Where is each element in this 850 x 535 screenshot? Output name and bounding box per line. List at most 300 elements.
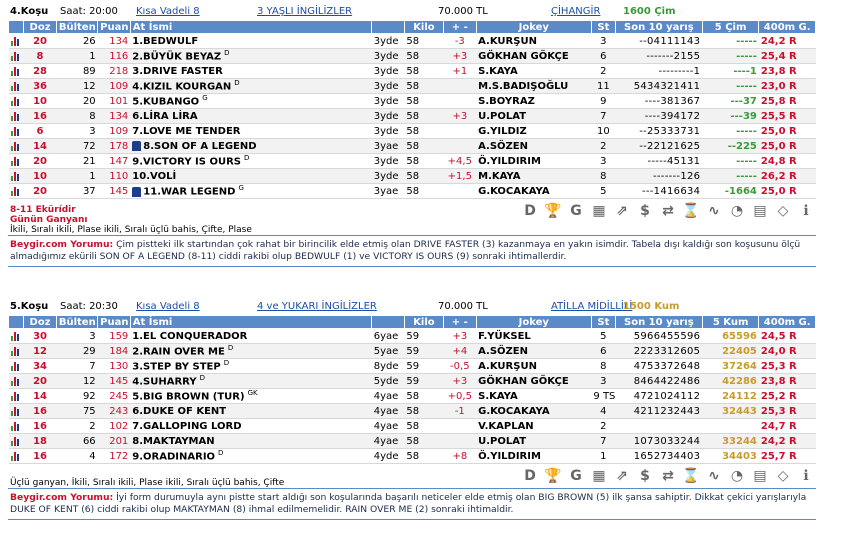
comment-label: Beygir.com Yorumu: — [10, 239, 114, 250]
equipment-code: G — [238, 184, 244, 193]
jockey-name[interactable]: U.POLAT — [476, 434, 591, 449]
last-400m-value: 26,2 R — [759, 169, 816, 184]
horse-name[interactable]: 2.BÜYÜK BEYAZ — [132, 51, 222, 63]
start-value: 10 — [591, 124, 615, 139]
handicap-value: +3 — [444, 374, 477, 389]
horse-name-cell[interactable] — [130, 434, 371, 449]
table-row[interactable] — [9, 34, 816, 49]
horse-name-cell[interactable] — [130, 359, 371, 374]
table-row[interactable] — [9, 109, 816, 124]
horse-name-cell[interactable] — [130, 109, 371, 124]
bulten-value: 3 — [56, 124, 97, 139]
dollar-icon[interactable]: $ — [640, 468, 650, 484]
start-value: 7 — [591, 434, 615, 449]
horse-name[interactable]: 1.EL CONQUERADOR — [132, 330, 248, 342]
last-400m-value: 24,2 R — [759, 434, 816, 449]
d-icon[interactable]: D — [524, 468, 536, 484]
last-5-value: ----- — [702, 34, 759, 49]
stats-cell[interactable] — [9, 434, 24, 449]
trend-icon[interactable]: ⇗ — [616, 203, 628, 219]
race-table — [8, 20, 816, 199]
horse-name[interactable]: 4.KIZIL KOURGAN — [132, 81, 232, 93]
puan-value: 109 — [98, 124, 131, 139]
equipment-code: D — [199, 374, 205, 383]
bulten-value: 1 — [56, 169, 97, 184]
table-row[interactable] — [9, 449, 816, 464]
age-value: 4yae — [372, 419, 405, 434]
last-10-value: ----394172 — [615, 109, 702, 124]
bulten-value: 1 — [56, 49, 97, 64]
race-notes — [10, 205, 252, 235]
jockey-name[interactable]: G.KOCAKAYA — [476, 184, 591, 199]
doz-value: 20 — [24, 374, 57, 389]
stats-cell[interactable] — [9, 344, 24, 359]
handicap-value — [444, 139, 477, 154]
jockey-name[interactable]: S.KAYA — [476, 64, 591, 79]
bulten-value: 12 — [56, 374, 97, 389]
stats-cell[interactable] — [9, 34, 24, 49]
horse-name-cell[interactable] — [130, 184, 371, 199]
last-5-value: ----- — [702, 169, 759, 184]
kilo-value: 58 — [404, 64, 443, 79]
last-400m-value: 24,7 R — [759, 419, 816, 434]
column-header: Puan — [98, 316, 131, 329]
column-header: Kilo — [404, 21, 443, 34]
hourglass-icon[interactable]: ⌛ — [682, 203, 700, 219]
table-row[interactable] — [9, 374, 816, 389]
equipment-code: D — [218, 449, 224, 458]
bet-types: İkili, Sıralı ikili, Plase ikili, Sıralı üçlü bahis, Çifte, Plase — [10, 225, 252, 235]
handicap-value — [444, 124, 477, 139]
handicap-value — [444, 434, 477, 449]
comment-text: İyi form durumuyla aynı pistte start aldığı son koşularında başarılı neticeler elde etmiş olan BIG BROWN (5) ilk şansa sahiptir. Dikkat çekici yarışlarıyla DUKE OF KENT (6) ciddi rakibi olup MAKTAYMAN (8) ihmal edilmemelidir. RAIN OVER ME (2) sonraki ihtimaldir. — [10, 492, 807, 515]
stats-cell[interactable] — [9, 449, 24, 464]
start-value: 8 — [591, 169, 615, 184]
horse-name-cell[interactable] — [130, 64, 371, 79]
horse-name-cell[interactable] — [130, 94, 371, 109]
horse-name-cell[interactable] — [130, 124, 371, 139]
table-row[interactable] — [9, 389, 816, 404]
table-row[interactable] — [9, 154, 816, 169]
horse-name-cell[interactable] — [130, 34, 371, 49]
column-header: At İsmi — [130, 21, 371, 34]
race-bet_type[interactable]: Kısa Vadeli 8 — [136, 6, 200, 17]
jockey-silk-icon — [132, 141, 141, 151]
bar-chart-icon — [11, 391, 21, 401]
horse-name[interactable]: 1.BEDWULF — [132, 35, 199, 47]
table-row[interactable] — [9, 124, 816, 139]
column-header: Son 10 yarış — [615, 316, 702, 329]
last-10-value: 4753372648 — [615, 359, 702, 374]
jockey-name[interactable]: U.POLAT — [476, 109, 591, 124]
table-row[interactable] — [9, 79, 816, 94]
age-value: 3yde — [372, 124, 405, 139]
last-400m-value: 25,0 R — [759, 139, 816, 154]
jockey-name[interactable]: F.YÜKSEL — [476, 329, 591, 344]
kilo-value: 58 — [404, 154, 443, 169]
column-header: St — [591, 316, 615, 329]
horse-name-cell[interactable] — [130, 419, 371, 434]
kilo-value: 58 — [404, 139, 443, 154]
stats-cell[interactable] — [9, 419, 24, 434]
doz-value: 10 — [24, 94, 57, 109]
kilo-value: 59 — [404, 329, 443, 344]
last-400m-value: 25,5 R — [759, 109, 816, 124]
g-icon[interactable]: G — [570, 468, 582, 484]
g-icon[interactable]: G — [570, 203, 582, 219]
stats-cell[interactable] — [9, 124, 24, 139]
puan-value: 178 — [98, 139, 131, 154]
trend-icon[interactable]: ⇗ — [616, 468, 628, 484]
doz-value: 16 — [24, 419, 57, 434]
doz-value: 30 — [24, 329, 57, 344]
horse-name[interactable]: 6.DUKE OF KENT — [132, 405, 227, 417]
race-category[interactable]: 4 ve YUKARI İNGİLİZLER — [257, 301, 377, 312]
bar-chart-icon — [11, 141, 21, 151]
last-5-value: 65596 — [702, 329, 759, 344]
race-track[interactable]: ÇİHANGİR — [551, 6, 601, 17]
doz-value: 36 — [24, 79, 57, 94]
bulten-value: 8 — [56, 109, 97, 124]
table-row[interactable] — [9, 94, 816, 109]
horse-name[interactable]: 8.MAKTAYMAN — [132, 435, 215, 447]
last-5-value: 24112 — [702, 389, 759, 404]
grid-icon[interactable]: ▤ — [753, 468, 767, 484]
last-10-value — [615, 419, 702, 434]
last-400m-value: 25,2 R — [759, 389, 816, 404]
equipment-code: D — [223, 359, 230, 368]
last-10-value: 4721024112 — [615, 389, 702, 404]
stats-cell[interactable] — [9, 404, 24, 419]
last-10-value: --25333731 — [615, 124, 702, 139]
jockey-name[interactable]: A.SÖZEN — [476, 344, 591, 359]
puan-value: 134 — [98, 109, 131, 124]
handicap-value — [444, 79, 477, 94]
equipment-code: D — [227, 344, 234, 353]
jockey-name[interactable]: V.KAPLAN — [476, 419, 591, 434]
last-400m-value: 25,7 R — [759, 449, 816, 464]
horse-name[interactable]: 3.STEP BY STEP — [132, 361, 221, 373]
doz-value: 8 — [24, 49, 57, 64]
comment-text: Çim pistteki ilk startından çok rahat bir birincilik elde etmiş olan DRIVE FASTER (3) kazanmaya en yakın isimdir. Tabela dışı kaldığı son koşusunu ölçü almadığımız ekürili SON OF A LEGEND (8-11) ciddi rakibi olup BEDWULF (1) ve VICTORY IS OURS (9) sonraki ihtimallerdir. — [10, 239, 801, 262]
table-row[interactable] — [9, 169, 816, 184]
stats-cell[interactable] — [9, 139, 24, 154]
table-row[interactable] — [9, 344, 816, 359]
last-10-value: 1073033244 — [615, 434, 702, 449]
chart-icon[interactable]: ∿ — [708, 468, 720, 484]
bar-chart-icon — [11, 331, 21, 341]
stats-cell[interactable] — [9, 389, 24, 404]
table-row[interactable] — [9, 404, 816, 419]
doz-value: 16 — [24, 449, 57, 464]
race-4 — [8, 4, 816, 267]
last-400m-value: 25,4 R — [759, 49, 816, 64]
info-icon[interactable]: ℹ — [803, 203, 809, 219]
daily-ganyan-note: Günün Ganyanı — [10, 215, 88, 225]
doz-value: 18 — [24, 434, 57, 449]
handicap-value: -0,5 — [444, 359, 477, 374]
column-header — [372, 316, 405, 329]
jockey-name[interactable]: A.KURŞUN — [476, 359, 591, 374]
age-value: 4yde — [372, 449, 405, 464]
last-10-value: ----381367 — [615, 94, 702, 109]
stats-cell[interactable] — [9, 329, 24, 344]
table-row[interactable] — [9, 184, 816, 199]
doz-value: 14 — [24, 389, 57, 404]
kilo-value: 58 — [404, 389, 443, 404]
horse-name[interactable]: 7.LOVE ME TENDER — [132, 125, 241, 137]
horse-name-cell[interactable] — [130, 79, 371, 94]
horse-name[interactable]: 9.VICTORY IS OURS — [132, 156, 241, 168]
horse-name[interactable]: 5.KUBANGO — [132, 96, 200, 108]
stats-cell[interactable] — [9, 49, 24, 64]
race-time: Saat: 20:00 — [60, 6, 118, 17]
puan-value: 145 — [98, 184, 131, 199]
horse-name[interactable]: 10.VOLİ — [132, 170, 177, 182]
handicap-value: +1 — [444, 64, 477, 79]
horse-icon[interactable]: ◇ — [777, 468, 789, 484]
start-value: 5 — [591, 329, 615, 344]
column-header: Son 10 yarış — [615, 21, 702, 34]
last-400m-value: 24,0 R — [759, 344, 816, 359]
stats-cell[interactable] — [9, 79, 24, 94]
race-5 — [8, 299, 816, 520]
stats-cell[interactable] — [9, 154, 24, 169]
table-row[interactable] — [9, 64, 816, 79]
column-header: Doz — [24, 21, 57, 34]
race-header — [8, 4, 816, 20]
bulten-value: 29 — [56, 344, 97, 359]
last-10-value: --22121625 — [615, 139, 702, 154]
exchange-icon[interactable]: ⇄ — [662, 468, 674, 484]
last-10-value: -----45131 — [615, 154, 702, 169]
age-value: 6yae — [372, 329, 405, 344]
race-distance: 1600 Çim — [623, 6, 676, 17]
jockey-name[interactable]: A.KURŞUN — [476, 34, 591, 49]
handicap-value: +3 — [444, 329, 477, 344]
jockey-name[interactable]: S.BOYRAZ — [476, 94, 591, 109]
horse-name[interactable]: 6.LİRA LİRA — [132, 110, 198, 122]
kilo-value: 59 — [404, 359, 443, 374]
last-400m-value: 24,5 R — [759, 329, 816, 344]
horse-name-cell[interactable] — [130, 449, 371, 464]
horse-name[interactable]: 5.BIG BROWN (TUR) — [132, 391, 245, 403]
age-value: 3yde — [372, 94, 405, 109]
bar-chart-icon — [11, 96, 21, 106]
kilo-value: 58 — [404, 169, 443, 184]
stats-cell[interactable] — [9, 374, 24, 389]
start-value: 7 — [591, 109, 615, 124]
kilo-value: 58 — [404, 434, 443, 449]
start-value: 1 — [591, 449, 615, 464]
horse-name-cell[interactable] — [130, 139, 371, 154]
column-header: Kilo — [404, 316, 443, 329]
puan-value: 145 — [98, 374, 131, 389]
equipment-code: D — [234, 79, 240, 88]
table-row[interactable] — [9, 419, 816, 434]
table-row[interactable] — [9, 329, 816, 344]
doz-value: 12 — [24, 344, 57, 359]
bulten-value: 26 — [56, 34, 97, 49]
stats-cell[interactable] — [9, 64, 24, 79]
race-prize: 70.000 TL — [438, 6, 488, 17]
age-value: 4yae — [372, 404, 405, 419]
last-5-value: -1664 — [702, 184, 759, 199]
puan-value: 159 — [98, 329, 131, 344]
jockey-name[interactable]: M.S.BADIŞOĞLU — [476, 79, 591, 94]
table-row[interactable] — [9, 49, 816, 64]
horse-name[interactable]: 7.GALLOPING LORD — [132, 420, 242, 432]
bar-chart-icon — [11, 451, 21, 461]
horse-name[interactable]: 8.SON OF A LEGEND — [143, 140, 257, 152]
age-value: 3yae — [372, 139, 405, 154]
start-value: 2 — [591, 419, 615, 434]
dollar-icon[interactable]: $ — [640, 203, 650, 219]
horse-name-cell[interactable] — [130, 154, 371, 169]
trophy-icon[interactable]: 🏆 — [544, 203, 562, 219]
last-10-value: --04111143 — [615, 34, 702, 49]
start-value: 2 — [591, 139, 615, 154]
race-footer — [8, 464, 816, 488]
jockey-name[interactable]: G.KOCAKAYA — [476, 404, 591, 419]
horse-name[interactable]: 2.RAIN OVER ME — [132, 346, 225, 358]
last-5-value: 22405 — [702, 344, 759, 359]
horse-name-cell[interactable] — [130, 374, 371, 389]
table-row[interactable] — [9, 434, 816, 449]
stats-cell[interactable] — [9, 359, 24, 374]
bar-chart-icon — [11, 156, 21, 166]
column-header: At İsmi — [130, 316, 371, 329]
last-400m-value: 25,3 R — [759, 404, 816, 419]
doz-value: 20 — [24, 154, 57, 169]
jockey-name[interactable]: A.SÖZEN — [476, 139, 591, 154]
d-icon[interactable]: D — [524, 203, 536, 219]
age-value: 3yde — [372, 109, 405, 124]
horse-name-cell[interactable] — [130, 389, 371, 404]
race-num: 4.Koşu — [10, 6, 49, 17]
table-row[interactable] — [9, 359, 816, 374]
horse-icon[interactable]: ◇ — [777, 203, 789, 219]
stats-cell[interactable] — [9, 94, 24, 109]
race-notes — [10, 470, 284, 488]
kilo-value: 58 — [404, 34, 443, 49]
bar-chart-icon — [11, 111, 21, 121]
handicap-value: +3 — [444, 109, 477, 124]
hourglass-icon[interactable]: ⌛ — [682, 468, 700, 484]
kilo-value: 58 — [404, 419, 443, 434]
horse-name-cell[interactable] — [130, 344, 371, 359]
bulten-value: 75 — [56, 404, 97, 419]
handicap-value: +4 — [444, 344, 477, 359]
jockey-name[interactable]: GÖKHAN GÖKÇE — [476, 374, 591, 389]
race-comment — [8, 235, 816, 267]
race-bet_type[interactable]: Kısa Vadeli 8 — [136, 301, 200, 312]
equipment-code: D — [224, 49, 230, 58]
last-5-value: --225 — [702, 139, 759, 154]
bar-chart-icon — [11, 36, 21, 46]
column-header: St — [591, 21, 615, 34]
last-5-value: ----- — [702, 154, 759, 169]
bulten-value: 92 — [56, 389, 97, 404]
last-5-value: 37264 — [702, 359, 759, 374]
bar-chart-icon — [11, 51, 21, 61]
chart-icon[interactable]: ∿ — [708, 203, 720, 219]
jockey-name[interactable]: G.YILDIZ — [476, 124, 591, 139]
toolbar-icons — [520, 201, 816, 221]
table-row[interactable] — [9, 139, 816, 154]
exchange-icon[interactable]: ⇄ — [662, 203, 674, 219]
calculator-icon[interactable]: ▦ — [592, 468, 606, 484]
grid-icon[interactable]: ▤ — [753, 203, 767, 219]
puan-value: 218 — [98, 64, 131, 79]
doz-value: 6 — [24, 124, 57, 139]
stats-cell[interactable] — [9, 109, 24, 124]
info-icon[interactable]: ℹ — [803, 468, 809, 484]
trophy-icon[interactable]: 🏆 — [544, 468, 562, 484]
last-10-value: -------126 — [615, 169, 702, 184]
last-10-value: 8464422486 — [615, 374, 702, 389]
horse-name[interactable]: 4.SUHARRY — [132, 376, 197, 388]
horse-name[interactable]: 3.DRIVE FASTER — [132, 65, 223, 77]
last-5-value — [702, 419, 759, 434]
doz-value: 20 — [24, 34, 57, 49]
last-10-value: ---1416634 — [615, 184, 702, 199]
stats-cell[interactable] — [9, 169, 24, 184]
puan-value: 130 — [98, 359, 131, 374]
stats-cell[interactable] — [9, 184, 24, 199]
last-10-value: 1652734403 — [615, 449, 702, 464]
calculator-icon[interactable]: ▦ — [592, 203, 606, 219]
stopwatch-icon[interactable]: ◔ — [730, 203, 744, 219]
bet-types: Üçlü ganyan, İkili, Sıralı ikili, Plase ikili, Sıralı üçlü bahis, Çifte — [10, 478, 285, 488]
jockey-name[interactable]: Ö.YILDIRIM — [476, 449, 591, 464]
horse-name[interactable]: 9.ORADINARIO — [132, 451, 216, 463]
column-header: 400m G. — [759, 316, 816, 329]
race-track[interactable]: ATİLLA MİDİLLİLİ — [551, 301, 633, 312]
horse-name-cell[interactable] — [130, 49, 371, 64]
equipment-code: D — [243, 154, 250, 163]
last-400m-value: 23,0 R — [759, 79, 816, 94]
jockey-name[interactable]: S.KAYA — [476, 389, 591, 404]
stable-note: 8-11 Ekürídir — [10, 205, 76, 215]
handicap-value: +4,5 — [444, 154, 477, 169]
start-value: 3 — [591, 34, 615, 49]
last-5-value: 42286 — [702, 374, 759, 389]
start-value: 3 — [591, 154, 615, 169]
horse-name-cell[interactable] — [130, 404, 371, 419]
horse-name-cell[interactable] — [130, 329, 371, 344]
jockey-name[interactable]: Ö.YILDIRIM — [476, 154, 591, 169]
last-400m-value: 23,8 R — [759, 374, 816, 389]
horse-name[interactable]: 11.WAR LEGEND — [143, 186, 236, 198]
puan-value: 243 — [98, 404, 131, 419]
jockey-name[interactable]: M.KAYA — [476, 169, 591, 184]
column-header-icon — [9, 21, 24, 34]
horse-name-cell[interactable] — [130, 169, 371, 184]
column-header: Jokey — [476, 316, 591, 329]
jockey-name[interactable]: GÖKHAN GÖKÇE — [476, 49, 591, 64]
last-400m-value: 25,0 R — [759, 184, 816, 199]
race-distance: 1500 Kum — [623, 301, 680, 312]
stopwatch-icon[interactable]: ◔ — [730, 468, 744, 484]
start-value: 2 — [591, 64, 615, 79]
race-category[interactable]: 3 YAŞLI İNGİLİZLER — [257, 6, 353, 17]
last-10-value: 5434321411 — [615, 79, 702, 94]
age-value: 3yae — [372, 184, 405, 199]
last-5-value: 33244 — [702, 434, 759, 449]
column-header: + - — [444, 316, 477, 329]
equipment-code: GK — [247, 389, 258, 398]
